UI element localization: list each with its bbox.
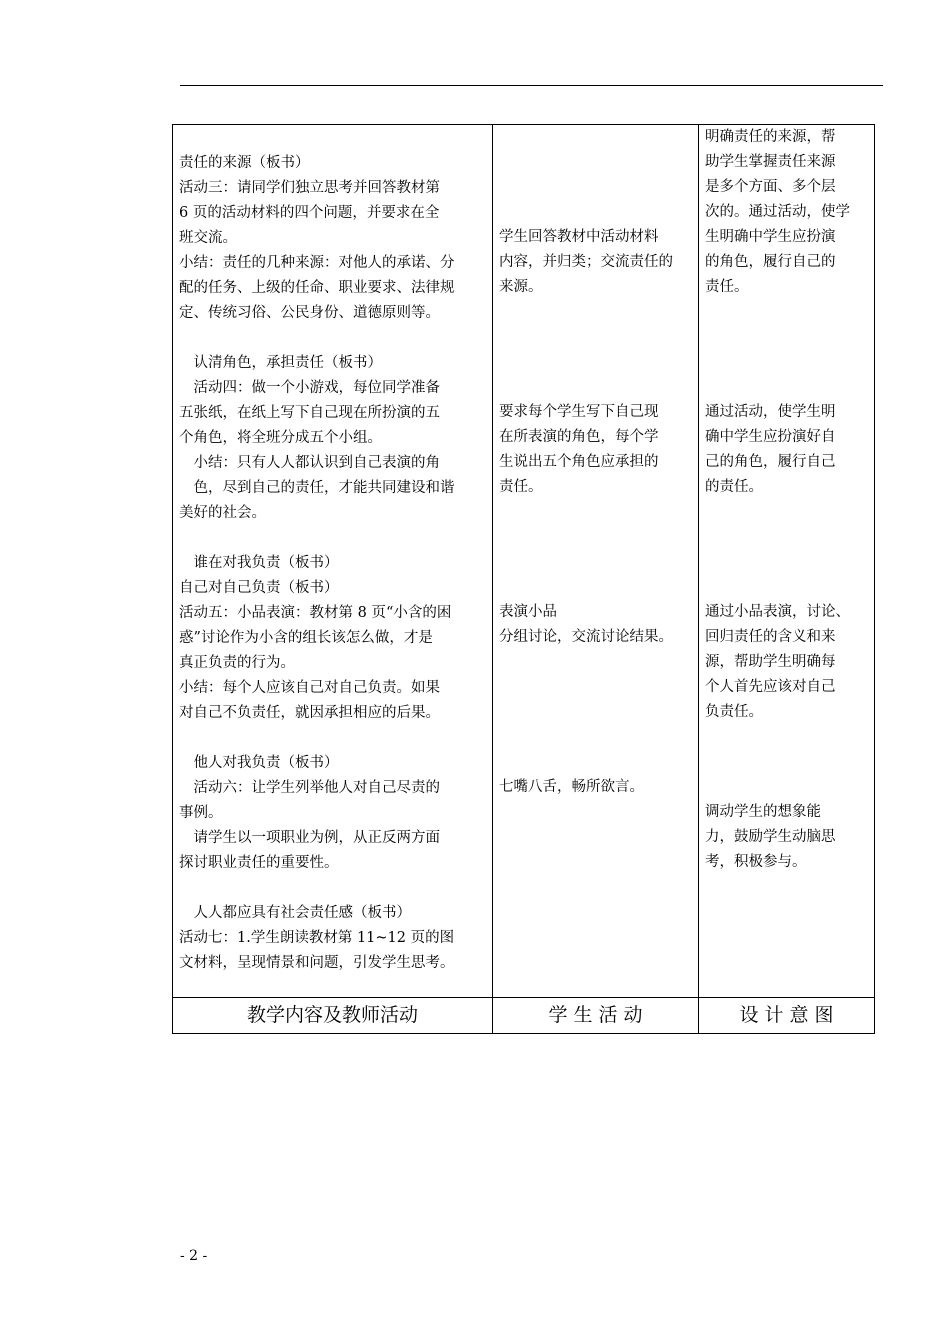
teacher-activity-line: 小结：只有人人都认识到自己表演的角 xyxy=(193,455,440,471)
teacher-activity-line: 色，尽到自己的责任，才能共同建设和谐 xyxy=(193,480,455,496)
teacher-activity-line: 探讨职业责任的重要性。 xyxy=(179,855,339,871)
student-activity-block-2 xyxy=(499,400,692,500)
student-activity-line: 责任。 xyxy=(499,479,543,495)
teacher-activity-line: 谁在对我负责（板书） xyxy=(193,555,339,571)
teacher-activity-line: 对自己不负责任，就因承担相应的后果。 xyxy=(179,705,440,721)
teacher-activity-line: 责任的来源（板书） xyxy=(179,155,310,171)
student-activity-line: 学生回答教材中活动材料 xyxy=(499,229,659,245)
student-activity-line: 来源。 xyxy=(499,279,543,295)
teacher-activity-line: 人人都应具有社会责任感（板书） xyxy=(193,905,411,921)
design-intent-line: 确中学生应扮演好自 xyxy=(705,429,836,445)
teacher-activity-line: 请学生以一项职业为例，从正反两方面 xyxy=(193,830,440,846)
teacher-activity-line: 五张纸，在纸上写下自己现在所扮演的五 xyxy=(179,405,440,421)
teacher-activity-text xyxy=(179,151,486,976)
design-intent-line: 回归责任的含义和来 xyxy=(705,629,836,645)
design-intent-block-3 xyxy=(705,600,868,725)
design-intent-line: 次的。通过活动，使学 xyxy=(705,204,850,220)
design-intent-line: 负责任。 xyxy=(705,704,763,720)
student-activity-line: 分组讨论，交流讨论结果。 xyxy=(499,629,673,645)
design-intent-line: 个人首先应该对自己 xyxy=(705,679,836,695)
design-intent-line: 的角色，履行自己的 xyxy=(705,254,836,270)
lesson-table xyxy=(172,124,875,1034)
teacher-activity-line: 活动四：做一个小游戏，每位同学准备 xyxy=(193,380,440,396)
page-number: - 2 - xyxy=(180,1248,208,1264)
design-intent-line: 责任。 xyxy=(705,279,749,295)
design-intent-line: 是多个方面、多个层 xyxy=(705,179,836,195)
design-intent-block-2 xyxy=(705,400,868,500)
teacher-activity-line: 真正负责的行为。 xyxy=(179,655,295,671)
teacher-activity-line: 他人对我负责（板书） xyxy=(193,755,339,771)
student-activity-line: 内容，并归类；交流责任的 xyxy=(499,254,673,270)
teacher-activity-line: 美好的社会。 xyxy=(179,505,266,521)
student-activity-line: 生说出五个角色应承担的 xyxy=(499,454,659,470)
teacher-activity-line: 活动六：让学生列举他人对自己尽责的 xyxy=(193,780,440,796)
design-intent-line: 通过活动，使学生明 xyxy=(705,404,836,420)
design-intent-line: 助学生掌握责任来源 xyxy=(705,154,836,170)
teacher-activity-line: 事例。 xyxy=(179,805,223,821)
design-intent-line: 的责任。 xyxy=(705,479,763,495)
design-intent-line: 考，积极参与。 xyxy=(705,854,807,870)
teacher-activity-line: 6 页的活动材料的四个问题，并要求在全 xyxy=(179,205,440,221)
content-row xyxy=(173,125,875,998)
teacher-activity-line: 文材料，呈现情景和问题，引发学生思考。 xyxy=(179,955,455,971)
design-intent-block-1 xyxy=(705,125,868,300)
student-activity-block-3 xyxy=(499,600,692,650)
teacher-activity-line: 小结：责任的几种来源：对他人的承诺、分 xyxy=(179,255,455,271)
design-intent-line: 己的角色，履行自己 xyxy=(705,454,836,470)
design-intent-line: 力，鼓励学生动脑思 xyxy=(705,829,836,845)
footer-teacher-activity: 教学内容及教师活动 xyxy=(173,998,493,1034)
design-intent-line: 源，帮助学生明确每 xyxy=(705,654,836,670)
student-activity-cell xyxy=(493,125,699,998)
teacher-activity-line: 定、传统习俗、公民身份、道德原则等。 xyxy=(179,305,440,321)
footer-design-intent: 设 计 意 图 xyxy=(699,998,875,1034)
student-activity-block-1 xyxy=(499,225,692,300)
blank-line xyxy=(179,326,486,351)
teacher-activity-line: 活动三：请同学们独立思考并回答教材第 xyxy=(179,180,440,196)
student-activity-block-4 xyxy=(499,775,692,800)
footer-row xyxy=(173,998,875,1034)
teacher-activity-cell xyxy=(173,125,493,998)
header-rule xyxy=(180,85,883,86)
teacher-activity-line: 活动五：小品表演：教材第 8 页“小含的困 xyxy=(179,605,452,621)
teacher-activity-line: 认清角色，承担责任（板书） xyxy=(193,355,382,371)
blank-line xyxy=(179,726,486,751)
blank-line xyxy=(179,526,486,551)
student-activity-line: 七嘴八舌，畅所欲言。 xyxy=(499,779,644,795)
design-intent-line: 明确责任的来源，帮 xyxy=(705,129,836,145)
teacher-activity-line: 配的任务、上级的任命、职业要求、法律规 xyxy=(179,280,455,296)
design-intent-block-4 xyxy=(705,800,868,875)
design-intent-line: 调动学生的想象能 xyxy=(705,804,821,820)
teacher-activity-line: 自己对自己负责（板书） xyxy=(179,580,339,596)
footer-student-activity: 学 生 活 动 xyxy=(493,998,699,1034)
teacher-activity-line: 小结：每个人应该自己对自己负责。如果 xyxy=(179,680,440,696)
student-activity-line: 在所表演的角色，每个学 xyxy=(499,429,659,445)
design-intent-line: 通过小品表演，讨论、 xyxy=(705,604,850,620)
teacher-activity-line: 惑”讨论作为小含的组长该怎么做，才是 xyxy=(179,630,433,646)
student-activity-line: 要求每个学生写下自己现 xyxy=(499,404,659,420)
student-activity-line: 表演小品 xyxy=(499,604,557,620)
design-intent-line: 生明确中学生应扮演 xyxy=(705,229,836,245)
blank-line xyxy=(179,876,486,901)
teacher-activity-line: 活动七：1.学生朗读教材第 11~12 页的图 xyxy=(179,930,455,946)
design-intent-cell xyxy=(699,125,875,998)
teacher-activity-line: 班交流。 xyxy=(179,230,237,246)
teacher-activity-line: 个角色，将全班分成五个小组。 xyxy=(179,430,382,446)
